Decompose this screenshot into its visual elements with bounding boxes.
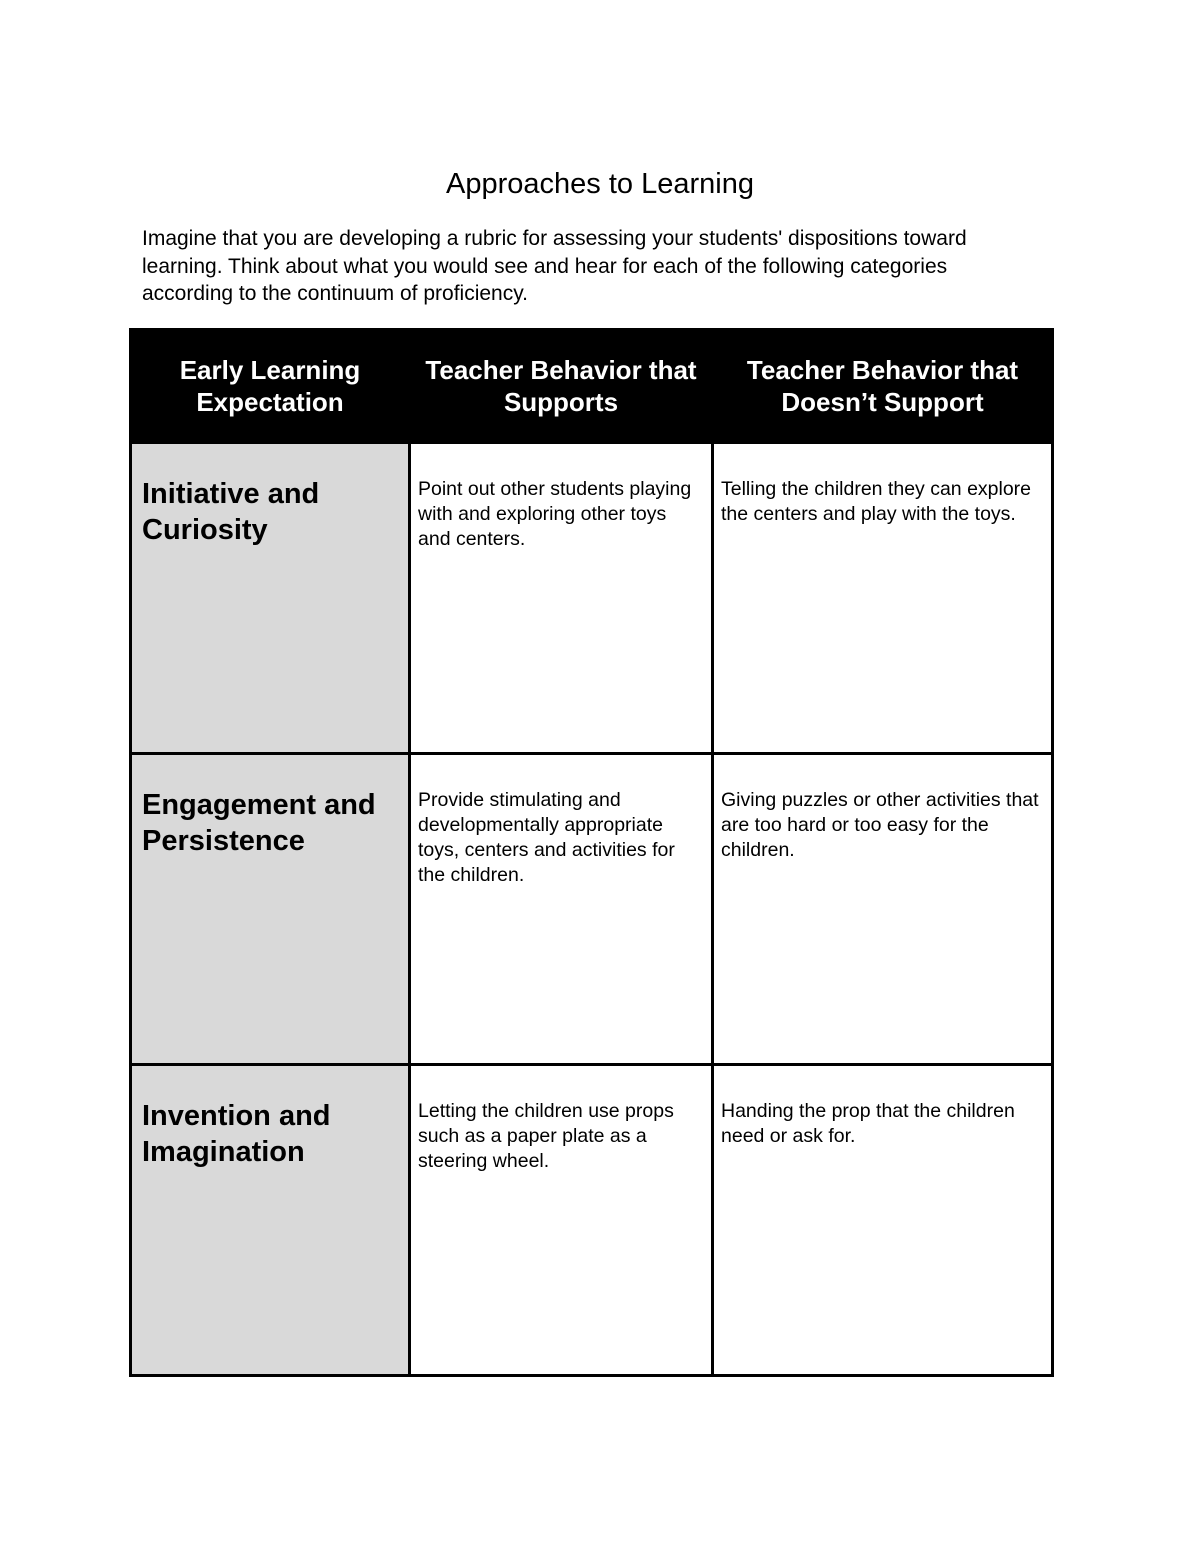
category-cell: Engagement and Persistence: [131, 754, 410, 1065]
table-row: [131, 754, 1053, 1065]
header-teacher-behavior-doesnt-support: Teacher Behavior that Doesn’t Support: [713, 330, 1053, 443]
doesnt-support-cell: Giving puzzles or other activities that are too hard or too easy for the children.: [713, 754, 1053, 1065]
rubric-table: [129, 328, 1054, 1377]
doesnt-support-cell: Telling the children they can explore the centers and play with the toys.: [713, 443, 1053, 754]
supports-cell: Provide stimulating and developmentally appropriate toys, centers and activities for the children.: [410, 754, 713, 1065]
doesnt-support-cell: Handing the prop that the children need or ask for.: [713, 1065, 1053, 1376]
category-cell: Invention and Imagination: [131, 1065, 410, 1376]
supports-cell: Letting the children use props such as a paper plate as a steering wheel.: [410, 1065, 713, 1376]
header-teacher-behavior-supports: Teacher Behavior that Supports: [410, 330, 713, 443]
supports-cell: Point out other students playing with and exploring other toys and centers.: [410, 443, 713, 754]
page-title: Approaches to Learning: [446, 168, 754, 200]
table-header-row: [131, 330, 1053, 443]
intro-paragraph: Imagine that you are developing a rubric for assessing your students' dispositions toward learning. Think about what you would see and hear for each of the following categories according to the continuum of proficiency.: [142, 227, 967, 305]
table-row: [131, 1065, 1053, 1376]
table-row: [131, 443, 1053, 754]
category-cell: Initiative and Curiosity: [131, 443, 410, 754]
header-early-learning-expectation: Early Learning Expectation: [131, 330, 410, 443]
